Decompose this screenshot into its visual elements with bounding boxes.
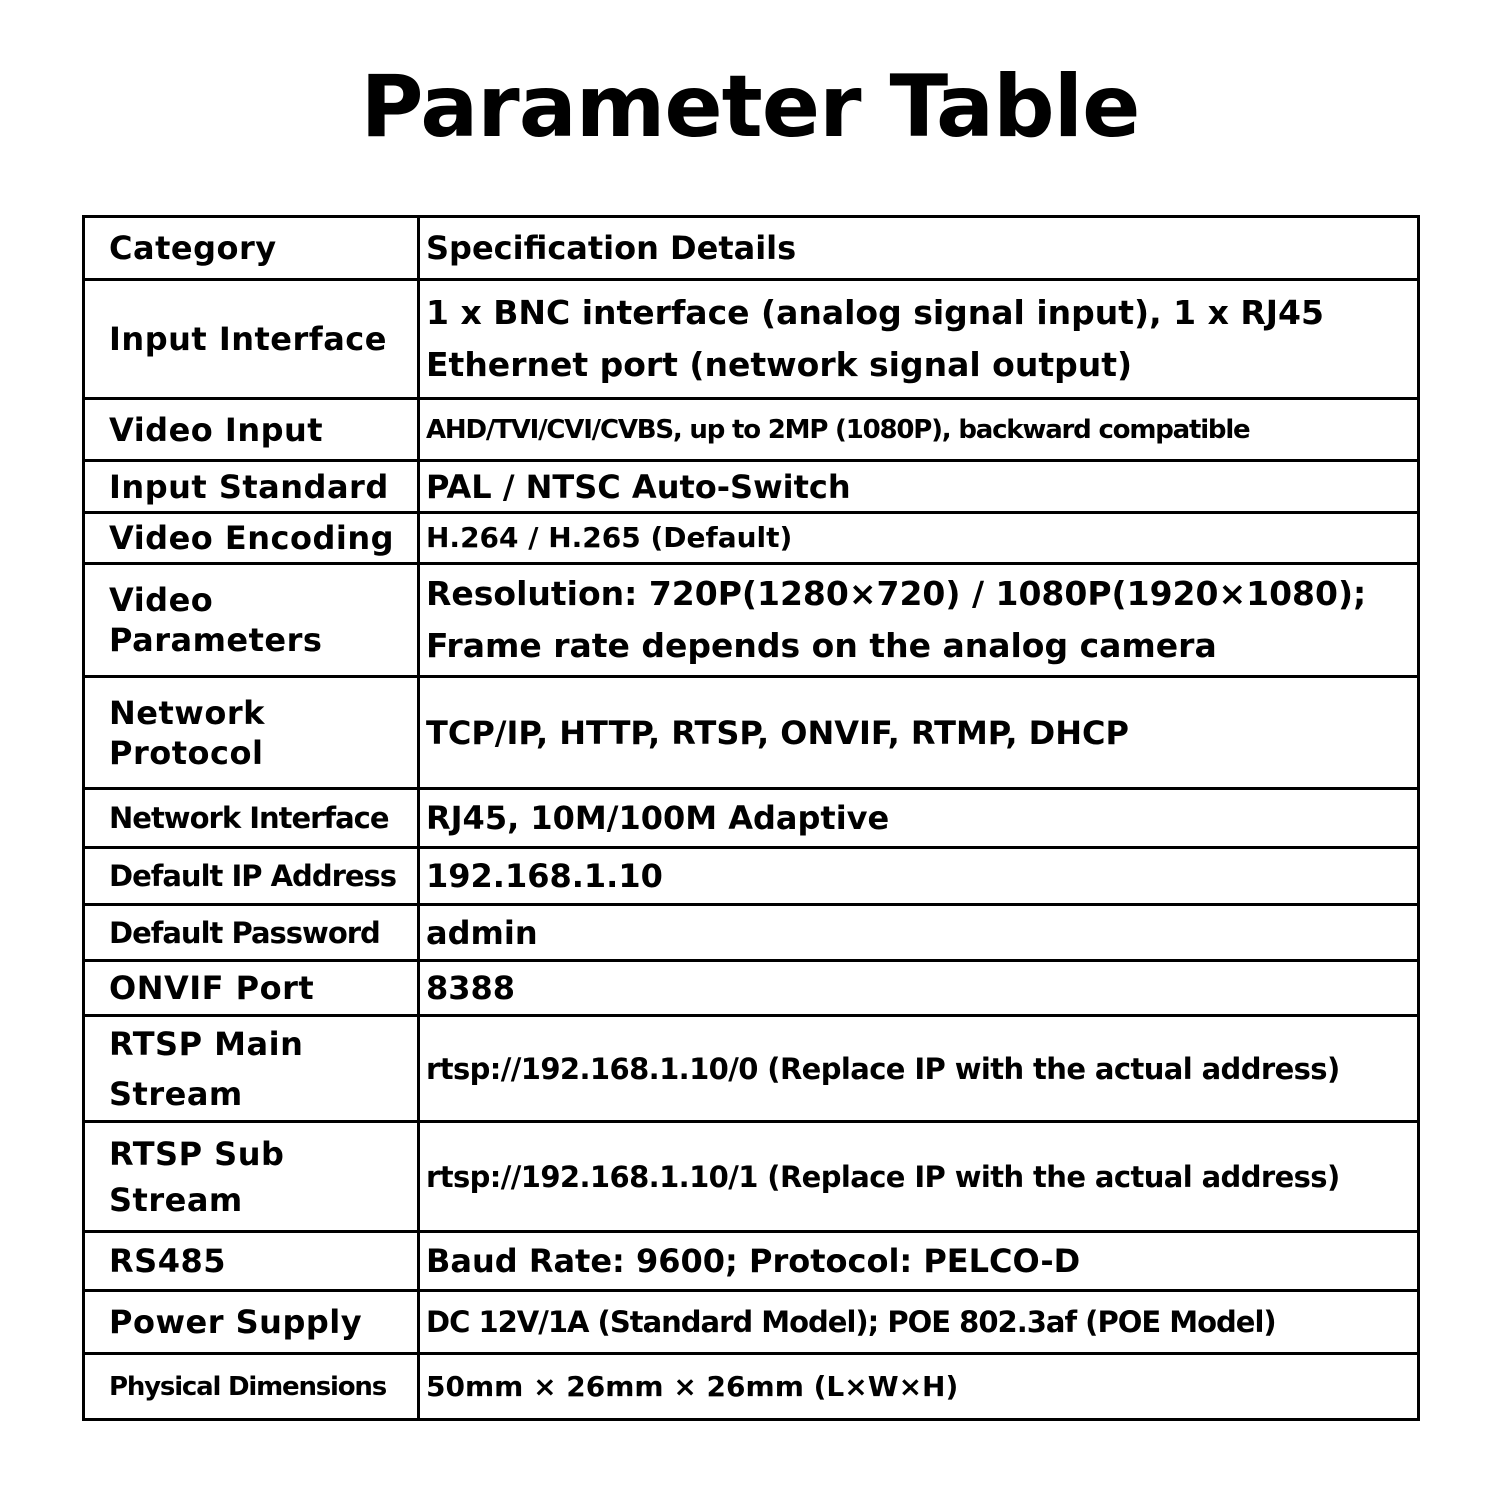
row-category: Input Standard — [84, 461, 419, 513]
table-row — [84, 399, 1419, 461]
row-details: rtsp://192.168.1.10/1 (Replace IP with the actual address) — [419, 1122, 1419, 1232]
row-details: Baud Rate: 9600; Protocol: PELCO-D — [419, 1232, 1419, 1291]
row-details: 1 x BNC interface (analog signal input), 1 x RJ45 Ethernet port (network signal output) — [419, 280, 1419, 399]
row-category: Video Parameters — [84, 564, 419, 677]
row-category: RTSP Sub Stream — [84, 1122, 419, 1232]
row-category: ONVIF Port — [84, 961, 419, 1016]
header-specification-details: Specification Details — [419, 217, 1419, 280]
row-details: H.264 / H.265 (Default) — [419, 513, 1419, 564]
table-row — [84, 280, 1419, 399]
page-title: Parameter Table — [360, 57, 1140, 157]
parameter-table — [82, 215, 1420, 1421]
row-category: RS485 — [84, 1232, 419, 1291]
row-category: Default Password — [84, 905, 419, 961]
row-details: rtsp://192.168.1.10/0 (Replace IP with the actual address) — [419, 1016, 1419, 1122]
row-category: Video Input — [84, 399, 419, 461]
table-row — [84, 1291, 1419, 1354]
row-details: AHD/TVI/CVI/CVBS, up to 2MP (1080P), backward compatible — [419, 399, 1419, 461]
table-header-row — [84, 217, 1419, 280]
row-details: DC 12V/1A (Standard Model); POE 802.3af (POE Model) — [419, 1291, 1419, 1354]
table-row — [84, 961, 1419, 1016]
row-details: 50mm × 26mm × 26mm (L×W×H) — [419, 1354, 1419, 1420]
row-details: PAL / NTSC Auto-Switch — [419, 461, 1419, 513]
row-details: RJ45, 10M/100M Adaptive — [419, 789, 1419, 848]
table-row — [84, 905, 1419, 961]
table-row — [84, 564, 1419, 677]
row-category: Power Supply — [84, 1291, 419, 1354]
table-row — [84, 513, 1419, 564]
table-row — [84, 1122, 1419, 1232]
row-details: 192.168.1.10 — [419, 848, 1419, 905]
table-row — [84, 1354, 1419, 1420]
row-details: TCP/IP, HTTP, RTSP, ONVIF, RTMP, DHCP — [419, 677, 1419, 789]
row-details: Resolution: 720P(1280×720) / 1080P(1920×1080); Frame rate depends on the analog camera — [419, 564, 1419, 677]
table-row — [84, 789, 1419, 848]
header-category: Category — [84, 217, 419, 280]
row-category: Default IP Address — [84, 848, 419, 905]
table-row — [84, 677, 1419, 789]
table-row — [84, 1232, 1419, 1291]
row-category: Input Interface — [84, 280, 419, 399]
table-row — [84, 461, 1419, 513]
table-row — [84, 1016, 1419, 1122]
row-category: Network Protocol — [84, 677, 419, 789]
row-details: 8388 — [419, 961, 1419, 1016]
table-row — [84, 848, 1419, 905]
row-category: Video Encoding — [84, 513, 419, 564]
row-category: Network Interface — [84, 789, 419, 848]
row-details: admin — [419, 905, 1419, 961]
row-category: RTSP Main Stream — [84, 1016, 419, 1122]
row-category: Physical Dimensions — [84, 1354, 419, 1420]
